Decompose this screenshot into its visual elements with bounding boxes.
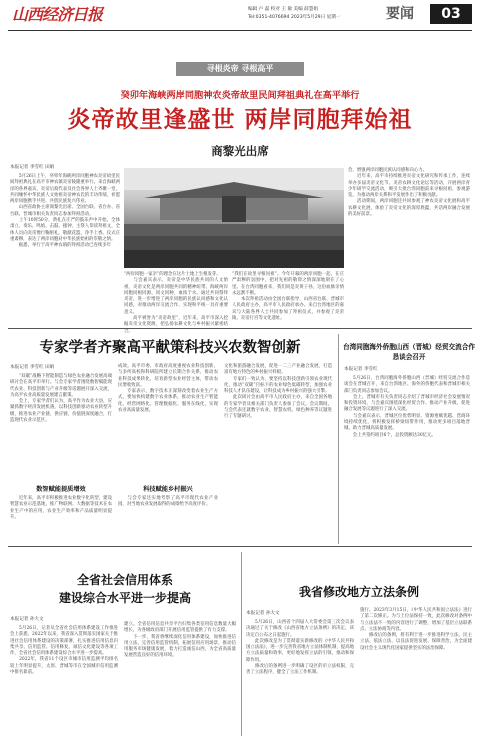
column-tag: 寻根炎帝 寻根高平: [206, 64, 274, 73]
column-divider: [338, 334, 339, 544]
legislation-col2: 施行。2023年3月15日，《中华人民共和国立法法》进行了第二次修正。为与上位法保持一致，此次修改对条例中与立法法不一致的内容进行了调整，增加了基层立法联系点、立法协商等内容。 修改后的条例，将有利于进一步推进科学立法、民主立法、依法立法，以良法促进发展、保障善治，为全面建设社会主义现代化国家提供坚实的法治保障。: [360, 608, 472, 651]
page-number: 03: [441, 6, 461, 22]
page-number-box: [430, 4, 472, 24]
taiwan-headline-text: 台湾同胞海外侨胞山西（晋城）经贸交流合作恳谈会召开: [343, 343, 475, 361]
legislation-headline: 我省修改地方立法条例: [298, 585, 419, 599]
feature-byline: 本报记者 李雪红 田娟: [10, 165, 55, 170]
feature-bottom-rule: [8, 328, 472, 329]
science-headline: 专家学者齐聚高平献策科技兴农数智创新: [39, 340, 301, 356]
masthead-editors: 编辑 卢 磊 校对 王 敏 美编 薛慧娟: [248, 7, 318, 12]
science-subhead-right: 科技赋能乡村振兴: [143, 486, 193, 493]
science-col2: 成效。高平市委、市政府高度重视农业科技创新，与多所高校和科研院所建立长期合作关系，推动农业科技成果转化，培育新型农业经营主体，带动农民增收致富。 专家表示，数字技术正深刻改变着农业生产方式，要加快构建数字农业体系，推动农业生产智能化、经营网络化、管理数据化、服务在线化，实现农业高质量发展。: [118, 364, 218, 414]
science-byline: 本报记者 李雪红 田娟: [10, 365, 55, 370]
legislation-byline: 本报记者 孙大文: [246, 611, 280, 616]
credit-headline-line2: 建设综合水平进一步提高: [58, 591, 191, 605]
science-col2b: 与会专家还实地考察了高平市现代农业产业园，对当地农业发展取得的成绩给予高度评价。: [118, 496, 218, 508]
feature-col2: “两岸同胞一家亲”的理念在这片土地上生根发芽。 与会嘉宾表示，炎帝是中华民族共同的人文始祖，炎帝文化是两岸同胞共同的精神纽带。海峡两岸同胞同根同源、同文同种，血浓于水。通过共同祭拜炎帝，进一步增进了两岸同胞的民族认同感和文化认同感，对推动两岸交流合作、实现和平统一具有重要意义。 高平被誉为“炎帝故里”，近年来，高平市深入挖掘炎帝文化资源，把弘扬农耕文化与乡村振兴紧密结合。: [124, 272, 228, 334]
taiwan-headline: [342, 342, 476, 362]
feature-headline: 炎帝故里逢盛世 两岸同胞拜始祖: [67, 107, 413, 133]
ceremony-photo-illustration: [124, 168, 344, 268]
feature-col4: 会，增强两岸同胞民族认同感和向心力。 近年来，高平市持续推进炎帝文化研究和传承工作，连续举办多届炎帝文化节、炎帝农耕文化论坛等活动，开展两岸青少年研学交流活动，吸引大批台湾同胞前来寻根问祖、参观游览，为推动两岸关系和平发展作出了积极贡献。 活动期间，两岸同胞还共同参观了神农炎帝文化展和高平农耕文化展，体验了炎帝文化的深厚底蕴，共话两岸融合发展的美好前景。: [348, 168, 470, 218]
science-col3: 文化和旅游融合发展，促进一二三产业融合发展，打造富有地方特色的乡村振兴样板。 专家们一致认为，要坚持以科技创新引领农业现代化，推动“双碳”目标下的农业绿色低碳转型，加强农业科技人才队伍建设，让科技成为乡村振兴的强大引擎。 此次研讨会由高平市人民政府主办，来自全国各地的专家学者及相关部门负责人参加了会议。会议期间，与会代表还就数字农业、智慧农机、绿色种养等议题进行了专题研讨。: [224, 364, 332, 420]
feature-subheadline: 商黎光出席: [211, 144, 269, 158]
credit-col2: 建立。全省信用信息共享平台归集各类信用信息数量大幅增长，为各级政府部门开展信用监管提供了有力支撑。 下一步，我省将继续深化信用体系建设，加快推进信用立法，完善信用监管机制，拓展信用应用场景，推动信用服务市场健康发展，着力打造诚信山西，为全省高质量发展营造良好的信用环境。: [124, 622, 236, 659]
crowd-band-2: [124, 236, 344, 250]
credit-headline-line1: 全省社会信用体系: [76, 573, 173, 587]
middle-rule: [8, 546, 472, 547]
masthead-rule: [8, 30, 472, 31]
masthead-contact: Tel:0351-4076694 2023年5月29日 星期一: [248, 15, 341, 20]
crowd-band-3: [124, 250, 344, 268]
taiwan-body: 5月26日，台湾同胞海外侨胞山西（晋城）经贸交流合作恳谈会在晋城召开，来自台湾地区、海外的侨胞代表和晋城市相关部门负责同志参加会议。 会上，晋城市有关负责同志介绍了晋城市经济社会发展情况和投资环境，与会嘉宾围绕深化经贸合作、推动产业升级、促进融合发展等议题进行了深入交流。 与会嘉宾表示，晋城区位优势明显、资源禀赋优越、营商环境持续优化，将积极发挥桥梁纽带作用，推动更多项目落地晋城，助力晋城高质量发展。 会上共签约项目6个，总投资额达30亿元。: [344, 376, 470, 438]
statue: [222, 196, 246, 222]
legislation-col1: 5月26日，山西省十四届人大常委会第三次会议表决通过了关于修改《山西省地方立法条例》的决定，该决定自公布之日起施行。 此次修改是为了贯彻落实新修改的《中华人民共和国立法法》，进一步完善我省地方立法体制机制，提高地方立法质量和效率，更好地发挥立法的引领、推动和保障作用。 修改后的条例进一步明确了设区的市立法权限，完善了立法程序，健全了立法工作机制。: [246, 620, 354, 676]
feature-col1: 5月26日上午，癸卯年海峡两岸同胞神农炎帝故里民间拜祖典礼在高平市神农镇炎帝陵隆重举行。来自海峡两岸的各界嘉宾、炎帝后裔代表及社会各界人士齐聚一堂，共同缅怀中华民族人文始祖炎帝神农氏的丰功伟绩，祈愿两岸同胞携手共进、共创民族复兴伟业。 山西省政协主席商黎光出席。全国台联、省台办、省台联、晋城市相关负责同志参加拜祖活动。 上午10时50分，典礼在庄严的鼓乐声中开始。全体肃立，奏乐、鸣炮、击鼓、撞钟，主祭人恭读拜祖文，全体人员向炎帝像行鞠躬礼，敬献花篮、净手上香。仪式庄重肃穆，表达了两岸同胞对中华民族始祖的崇敬之情。 据悉，举行于高平神农镇的拜祖活动已连续多年: [10, 174, 120, 249]
credit-col1: 5月26日，记者从全省社会信用体系建设工作推进会上获悉，2022年以来，我省深入贯彻落实国家关于推进社会信用体系建设的决策部署，扎实推进信用信息归集共享、信用监管、信用修复、诚信文化建设等各项工作，全省社会信用体系建设综合水平进一步提高。 2022年，我省11个设区市城市信用监测平均排名较上年明显提升，太原、晋城等市在全国城市信用监测中排名靠前。: [10, 626, 118, 676]
credit-byline: 本报记者 孙大文: [10, 617, 44, 622]
section-name: 要闻: [386, 6, 414, 22]
science-subhead-left: 数智赋能提质增效: [36, 486, 86, 493]
bottom-divider: [241, 552, 242, 736]
feature-photo: [124, 168, 344, 268]
science-col1b: 近年来，高平市积极推进农业数字化转型，建设智慧农业示范基地，推广物联网、大数据等技术在农业生产中的应用，农业生产效率和产品质量明显提升。: [10, 496, 112, 520]
taiwan-byline: 本报记者 李雪红: [344, 367, 378, 372]
column-tag-banner: [176, 62, 304, 76]
crowd-band-1: [124, 224, 344, 236]
feature-deck: 癸卯年海峡两岸同胞神农炎帝故里民间拜祖典礼在高平举行: [120, 90, 360, 101]
masthead-logo: 山西经济日报: [12, 5, 103, 24]
science-col1: “双碳”战略下智能制造与绿色农业融合发展高端研讨会在高平市举行。与会专家学者围绕数智赋能现代农业、科技创新与产业升级等话题展开深入交流，为高平农业高质量发展建言献策。 会上，专家学者们认为，高平作为农业大县，应紧抓数字经济发展机遇，以科技创新驱动农业转型升级，推进农业产业链、供应链、价值链深度融合，打造现代农业示范区。: [10, 374, 112, 424]
feature-col3: “我们在故里寻根问祖”。今年开幕的两岸同胞一起，在庄严肃穆的氛围中，把对先祖的敬仰之情深深地刻在了心里。在台湾同胞看来，我们同是炎黄子孙，这份血脉亲情永远割不断。 本次拜祖活动由全国台联指导，山西省台联、晋城市人民政府主办，高平市人民政府承办。来自台湾地区的嘉宾与大陆各界人士共同参加了拜祖仪式，并参观了炎帝陵、炎帝行宫等文化遗址。: [232, 272, 344, 322]
